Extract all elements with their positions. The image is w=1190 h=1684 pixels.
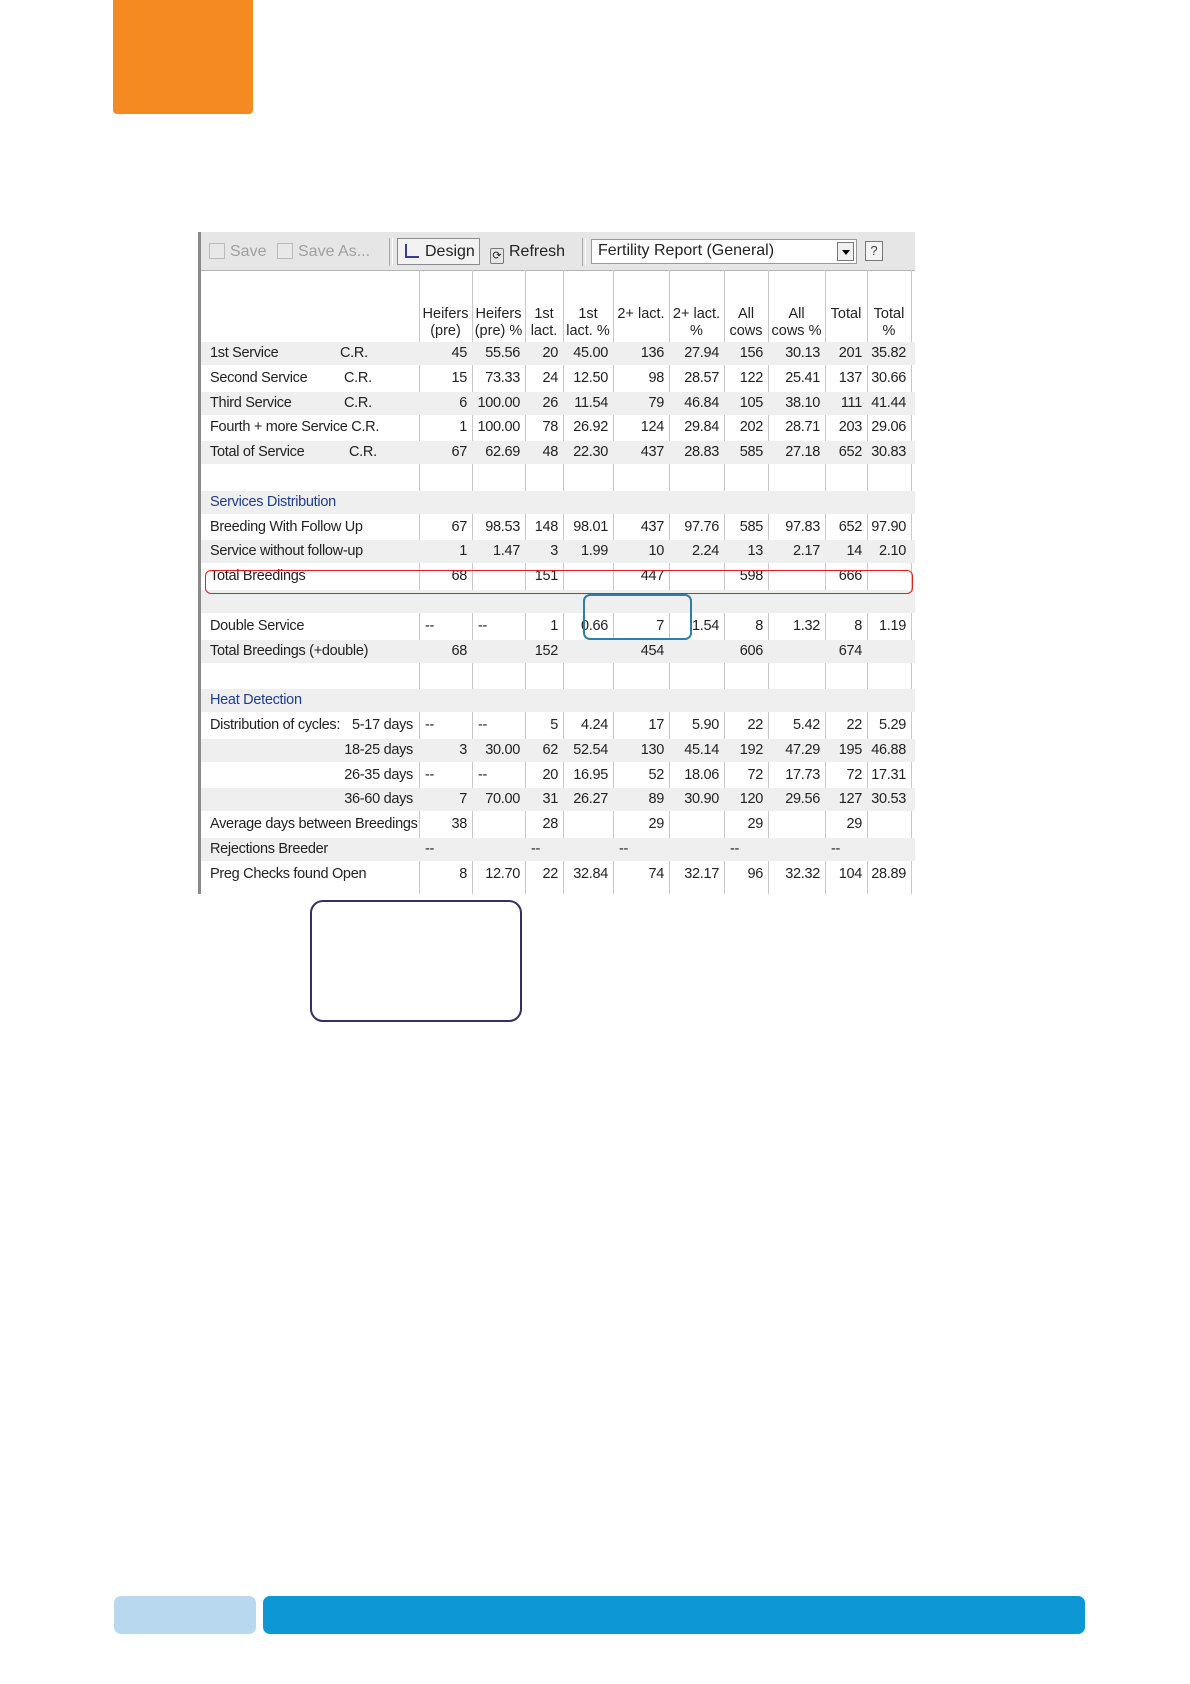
report-type-value: Fertility Report (General) [598, 242, 775, 259]
column-header[interactable] [669, 306, 724, 340]
table-cell: 1.19 [878, 617, 906, 634]
orange-corner-tab [113, 0, 253, 114]
table-cell: 98 [648, 369, 664, 386]
row-label: Double Service [210, 617, 305, 634]
table-cell: 73.33 [485, 369, 520, 386]
row-label: Second Service [210, 369, 308, 386]
column-header-line2: lact. % [566, 323, 610, 339]
table-cell: 148 [534, 518, 558, 535]
column-header[interactable] [724, 306, 768, 340]
row-label: Total Breedings (+double) [210, 642, 369, 659]
row-label: Service without follow-up [210, 543, 363, 560]
table-cell: 48 [542, 444, 558, 461]
table-cell: 1.54 [691, 617, 719, 634]
row-label: Average days between Breedings [210, 816, 418, 833]
table-cell: 97.83 [785, 518, 820, 535]
table-cell: 5 [550, 717, 558, 733]
column-header-line1: 1st [578, 306, 598, 322]
column-header-line2: cows % [771, 323, 822, 339]
table-cell: 20 [542, 345, 558, 361]
column-header-line1: Heifers [422, 306, 469, 322]
table-cell: 104 [838, 865, 862, 882]
table-cell: 1 [459, 419, 467, 436]
column-header-line1: Heifers [475, 306, 522, 322]
table-cell: 25.41 [785, 369, 820, 386]
cycle-range-label: 5-17 days [352, 717, 413, 733]
table-cell: 47.29 [785, 741, 820, 758]
table-cell: 156 [739, 345, 763, 361]
table-cell: 137 [838, 369, 862, 386]
table-cell: 89 [648, 791, 664, 808]
table-cell: 151 [534, 568, 558, 585]
table-cell: 122 [739, 369, 763, 386]
row-label: Third Service [210, 394, 292, 411]
column-header[interactable] [525, 306, 563, 340]
table-cell: 32.84 [573, 865, 608, 882]
table-cell: 203 [838, 419, 862, 436]
highlight-2plus-lact [580, 594, 692, 640]
column-header-line2: (pre) % [474, 323, 523, 339]
row-label: Fourth + more Service C.R. [210, 419, 380, 436]
table-cell: 130 [640, 741, 664, 758]
table-cell: 666 [838, 568, 862, 585]
cycle-range-label: 36-60 days [344, 791, 413, 808]
refresh-button[interactable]: ⟳ Refresh [490, 241, 565, 263]
table-cell: 74 [648, 865, 664, 882]
column-header-line2: cows [729, 323, 763, 339]
table-cell: 652 [838, 444, 862, 461]
table-cell: -- [730, 841, 740, 857]
column-header-line2: % [690, 323, 703, 339]
column-header-line1: 1st [534, 306, 554, 322]
conception-rate-label: C.R. [344, 394, 372, 411]
conception-rate-label: C.R. [344, 369, 372, 386]
table-cell: 1.47 [492, 543, 520, 560]
table-row[interactable] [201, 491, 915, 514]
table-cell: 18.06 [684, 766, 719, 783]
table-cell: 28.57 [684, 369, 719, 386]
table-cell: 202 [739, 419, 763, 436]
table-cell: -- [478, 617, 488, 634]
table-cell: 32.17 [684, 865, 719, 882]
table-cell: 606 [739, 642, 763, 659]
table-cell: 32.32 [785, 865, 820, 882]
table-cell: 16.95 [573, 766, 608, 783]
table-cell: 28.83 [684, 444, 719, 461]
table-row[interactable] [201, 540, 915, 563]
table-cell: 26 [542, 394, 558, 411]
table-cell: 22 [747, 717, 763, 733]
table-cell: 27.18 [785, 444, 820, 461]
table-cell: 30.66 [871, 369, 906, 386]
table-cell: 5.29 [878, 717, 906, 733]
highlight-first-service [205, 570, 913, 594]
table-cell: 12.50 [573, 369, 608, 386]
table-cell: 30.00 [485, 741, 520, 758]
column-header[interactable] [768, 306, 825, 340]
table-cell: 30.53 [871, 791, 906, 808]
table-row[interactable] [201, 813, 915, 836]
table-cell: 1 [550, 617, 558, 634]
table-cell: 29 [747, 816, 763, 833]
table-cell: 152 [534, 642, 558, 659]
table-cell: 96 [747, 865, 763, 882]
table-cell: 8 [459, 865, 467, 882]
chevron-down-icon[interactable] [837, 242, 854, 261]
row-label: Heat Detection [210, 692, 302, 709]
table-row[interactable] [201, 664, 915, 687]
table-cell: 28.71 [785, 419, 820, 436]
footer-bar [263, 1596, 1085, 1634]
table-cell: 437 [640, 518, 664, 535]
column-header-line1: Total [830, 306, 862, 322]
table-cell: 11.54 [574, 394, 608, 411]
table-cell: 30.90 [684, 791, 719, 808]
row-label: Total Breedings [210, 568, 306, 585]
table-cell: 120 [739, 791, 763, 808]
table-cell: 10 [648, 543, 664, 560]
table-row[interactable] [201, 863, 915, 886]
table-cell: 20 [542, 766, 558, 783]
table-cell: 45.00 [573, 345, 608, 361]
table-cell: 62 [542, 741, 558, 758]
table-cell: 652 [838, 518, 862, 535]
row-label: Preg Checks found Open [210, 865, 367, 882]
table-cell: 105 [739, 394, 763, 411]
table-row[interactable] [201, 392, 915, 415]
table-cell: -- [425, 717, 435, 733]
row-label: Breeding With Follow Up [210, 518, 363, 535]
table-row[interactable] [201, 516, 915, 539]
table-cell: 97.76 [684, 518, 719, 535]
table-cell: 28.89 [871, 865, 906, 882]
table-cell: 1.32 [792, 617, 820, 634]
column-header[interactable] [419, 306, 472, 340]
table-cell: 111 [840, 394, 862, 411]
table-cell: 22 [542, 865, 558, 882]
table-cell: 192 [739, 741, 763, 758]
column-header-line2: % [882, 323, 896, 339]
table-cell: 55.56 [485, 345, 520, 361]
table-cell: -- [425, 617, 435, 634]
table-cell: 52 [648, 766, 664, 783]
table-cell: 195 [838, 741, 862, 758]
table-cell: 13 [747, 543, 763, 560]
table-cell: 1.99 [580, 543, 608, 560]
table-cell: 7 [459, 791, 467, 808]
table-cell: -- [831, 841, 841, 857]
table-cell: 41.44 [871, 394, 906, 411]
column-header-line1: All [788, 306, 805, 322]
table-cell: 79 [648, 394, 664, 411]
footer-page-tab [114, 1596, 256, 1634]
table-cell: -- [619, 841, 629, 857]
table-row[interactable] [201, 615, 915, 638]
table-cell: 26.92 [573, 419, 608, 436]
highlight-heat-distribution [310, 900, 522, 1022]
report-window [198, 232, 915, 894]
table-cell: 45 [451, 345, 467, 361]
table-row[interactable] [201, 689, 915, 712]
row-label: Distribution of cycles: [210, 717, 341, 733]
table-cell: -- [425, 766, 435, 783]
cycle-range-label: 26-35 days [344, 766, 413, 783]
table-cell: 97.90 [871, 518, 906, 535]
table-cell: 2.24 [691, 543, 719, 560]
table-cell: 29.06 [871, 419, 906, 436]
table-cell: 29 [648, 816, 664, 833]
table-row[interactable] [201, 838, 915, 861]
table-cell: 68 [451, 568, 467, 585]
table-row[interactable] [201, 640, 915, 663]
save-as-button[interactable]: Save As... [277, 241, 370, 263]
table-cell: 17.31 [871, 766, 906, 783]
design-button[interactable]: Design [404, 241, 475, 263]
table-cell: 7 [656, 617, 664, 634]
table-cell: 30.83 [871, 444, 906, 461]
table-cell: 52.54 [573, 741, 608, 758]
save-button[interactable]: Save [209, 241, 266, 263]
table-cell: 17 [648, 717, 664, 733]
table-cell: 29.84 [684, 419, 719, 436]
column-header[interactable] [613, 306, 669, 323]
chart-design-icon [404, 243, 420, 259]
floppy-disk-icon [209, 243, 225, 259]
row-label: Rejections Breeder [210, 841, 328, 857]
table-cell: 72 [846, 766, 862, 783]
table-cell: -- [478, 717, 488, 733]
table-cell: 6 [459, 394, 467, 411]
table-cell: 100.00 [477, 394, 520, 411]
column-header[interactable] [472, 306, 525, 340]
table-cell: 3 [459, 741, 467, 758]
table-cell: 585 [739, 518, 763, 535]
table-cell: 78 [542, 419, 558, 436]
column-header-line1: 2+ lact. [617, 306, 665, 322]
table-cell: 29.56 [785, 791, 820, 808]
table-cell: 35.82 [871, 345, 906, 361]
table-cell: 27.94 [684, 345, 719, 361]
table-row[interactable] [201, 367, 915, 390]
table-cell: 5.90 [691, 717, 719, 733]
table-cell: 29 [846, 816, 862, 833]
column-header[interactable] [867, 306, 911, 340]
toolbar-separator [582, 238, 586, 266]
table-cell: 24 [542, 369, 558, 386]
toolbar [201, 232, 915, 271]
table-cell: 100.00 [477, 419, 520, 436]
table-cell: 68 [451, 642, 467, 659]
table-cell: 38 [451, 816, 467, 833]
table-cell: 30.13 [785, 345, 820, 361]
conception-rate-label: C.R. [349, 444, 377, 461]
table-cell: 4.24 [580, 717, 608, 733]
table-cell: 46.88 [871, 741, 906, 758]
row-label: 1st Service [210, 345, 279, 361]
column-header[interactable] [825, 306, 867, 323]
table-cell: 98.53 [485, 518, 520, 535]
table-cell: 45.14 [684, 741, 719, 758]
table-cell: 46.84 [684, 394, 719, 411]
table-cell: 3 [550, 543, 558, 560]
table-cell: 22.30 [573, 444, 608, 461]
table-cell: 28 [542, 816, 558, 833]
table-cell: 124 [640, 419, 664, 436]
column-header-line1: Total [873, 306, 905, 322]
column-header-line2: (pre) [430, 323, 461, 339]
table-cell: 8 [854, 617, 862, 634]
save-as-icon [277, 243, 293, 259]
table-cell: 14 [846, 543, 862, 560]
table-row[interactable] [201, 342, 915, 365]
table-row[interactable] [201, 416, 915, 439]
refresh-icon: ⟳ [490, 248, 504, 264]
table-cell: 22 [846, 717, 862, 733]
row-label: Total of Service [210, 444, 305, 461]
report-type-select[interactable] [591, 239, 857, 264]
table-cell: 127 [838, 791, 862, 808]
column-header-line1: 2+ lact. [672, 306, 721, 322]
table-cell: 598 [739, 568, 763, 585]
table-row[interactable] [201, 739, 915, 762]
table-row[interactable] [201, 764, 915, 787]
table-cell: 62.69 [485, 444, 520, 461]
row-label: Services Distribution [210, 493, 336, 510]
table-cell: -- [478, 766, 488, 783]
table-cell: 12.70 [485, 865, 520, 882]
table-row[interactable] [201, 714, 915, 737]
table-row[interactable] [201, 441, 915, 464]
table-cell: 0.66 [580, 617, 608, 634]
table-cell: 98.01 [573, 518, 608, 535]
table-cell: -- [425, 841, 435, 857]
table-row[interactable] [201, 466, 915, 489]
table-cell: 5.42 [792, 717, 820, 733]
table-cell: 38.10 [785, 394, 820, 411]
table-cell: 2.17 [792, 543, 820, 560]
table-cell: 72 [747, 766, 763, 783]
table-cell: 1 [459, 543, 467, 560]
table-cell: 136 [640, 345, 664, 361]
table-cell: 2.10 [878, 543, 906, 560]
cycle-range-label: 18-25 days [344, 741, 413, 758]
table-cell: 70.00 [485, 791, 520, 808]
column-header-line1: All [737, 306, 755, 322]
table-cell: 26.27 [573, 791, 608, 808]
toolbar-separator [389, 238, 393, 266]
table-cell: 17.73 [785, 766, 820, 783]
table-cell: 585 [739, 444, 763, 461]
table-cell: 447 [640, 568, 664, 585]
table-cell: -- [531, 841, 541, 857]
conception-rate-label: C.R. [340, 345, 368, 361]
column-header-line2: lact. [530, 323, 558, 339]
table-cell: 437 [640, 444, 664, 461]
column-header[interactable] [563, 306, 613, 340]
table-cell: 31 [542, 791, 558, 808]
table-cell: 15 [451, 369, 467, 386]
table-cell: 674 [838, 642, 862, 659]
table-cell: 67 [451, 518, 467, 535]
table-cell: 201 [838, 345, 862, 361]
table-cell: 454 [640, 642, 664, 659]
help-button[interactable]: ? [865, 241, 883, 261]
table-cell: 8 [755, 617, 763, 634]
table-cell: 67 [451, 444, 467, 461]
table-row[interactable] [201, 788, 915, 811]
